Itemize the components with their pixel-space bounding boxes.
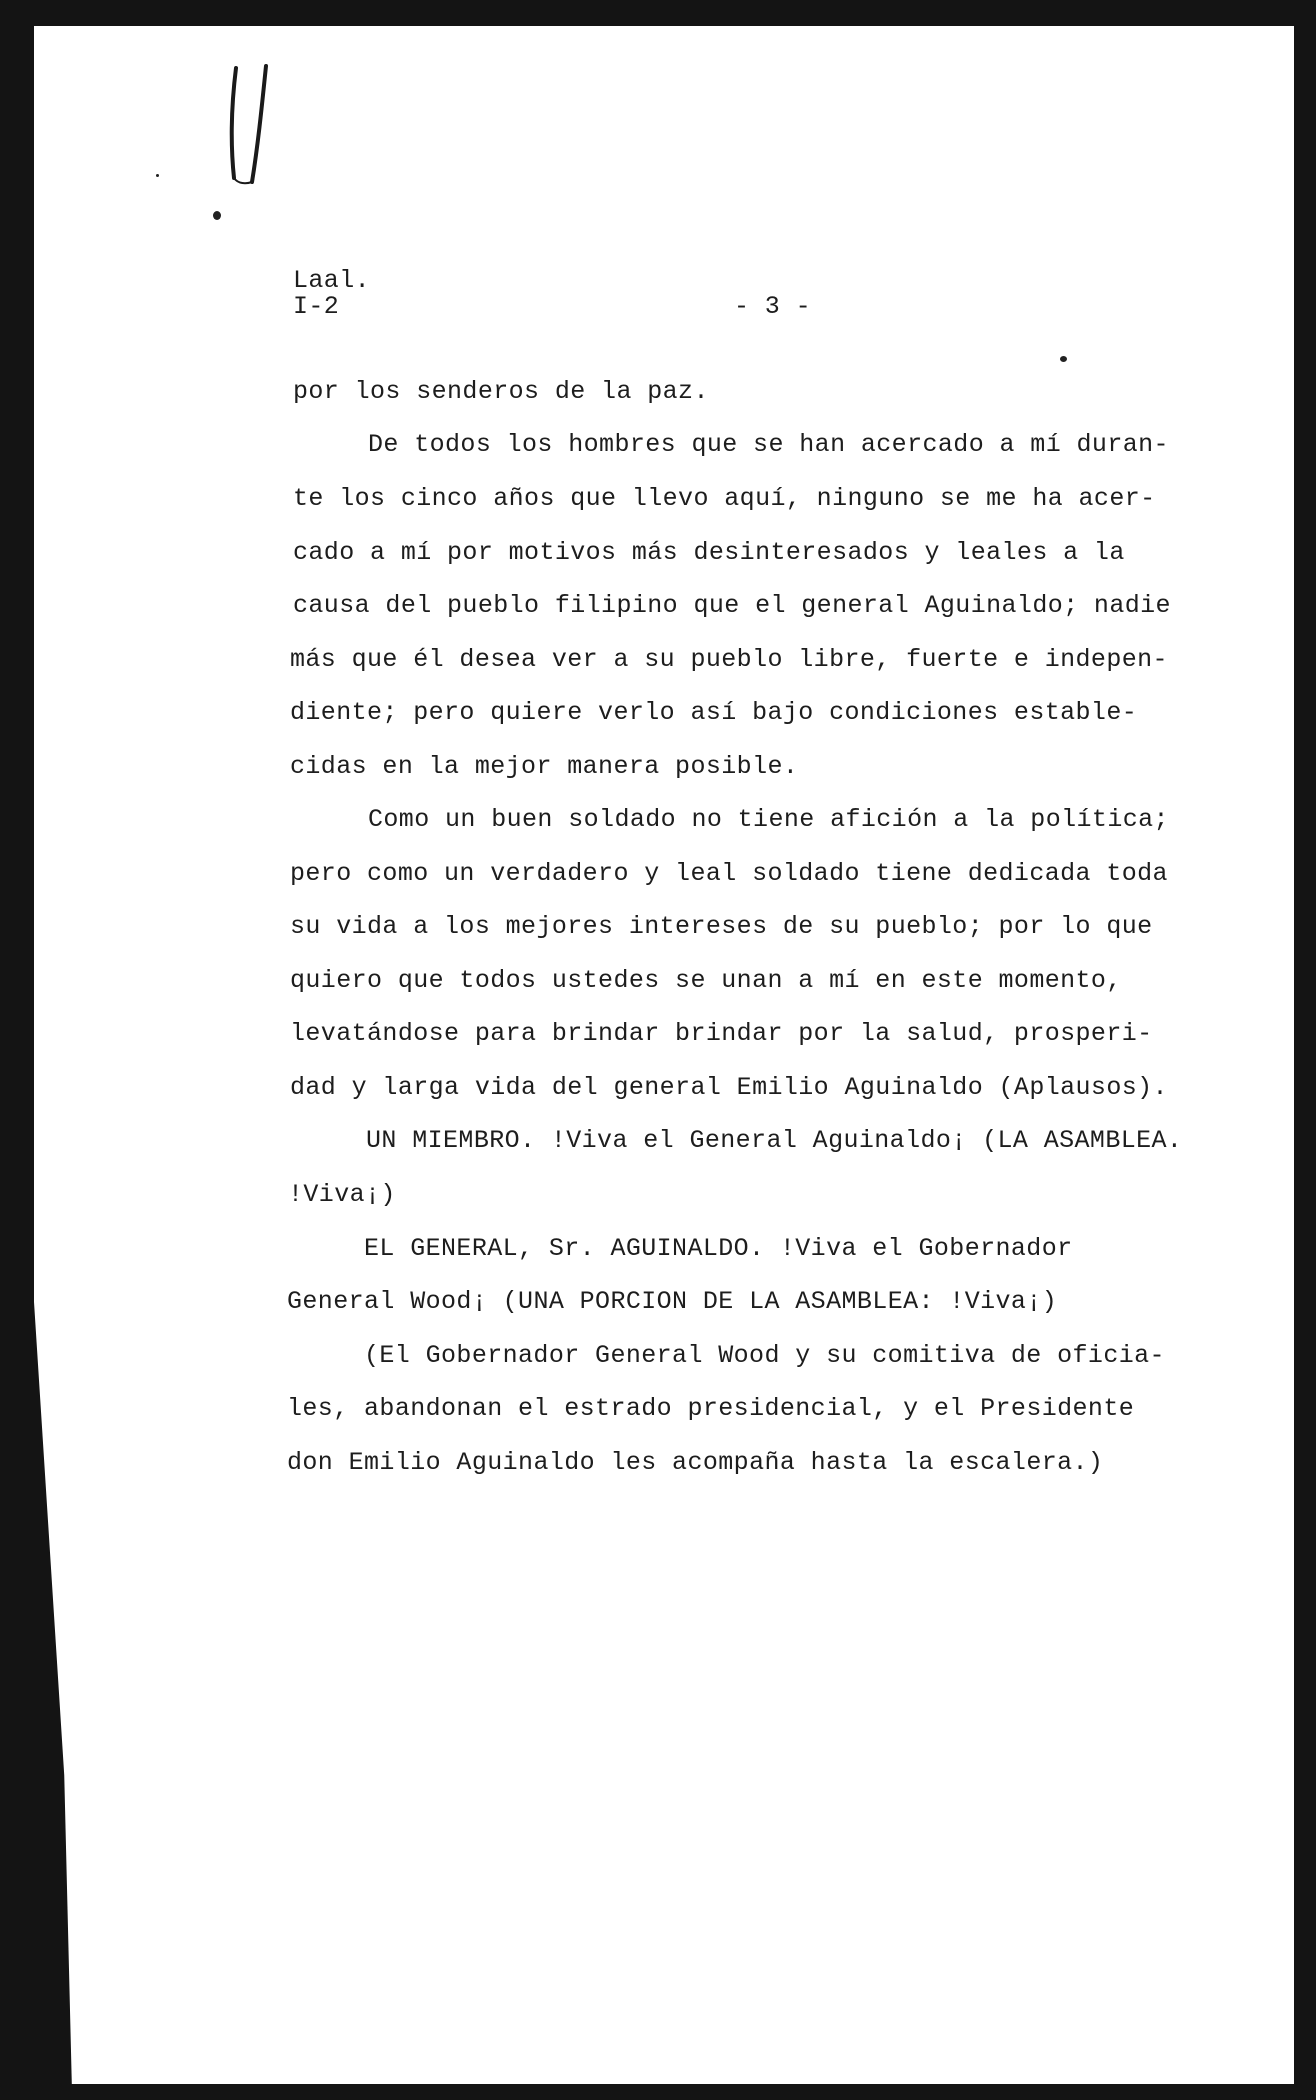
stage-direction-line: les, abandonan el estrado presidencial, y el Presidente bbox=[287, 1394, 1135, 1423]
body-line: causa del pueblo filipino que el general Aguinaldo; nadie bbox=[293, 591, 1171, 620]
ink-dot bbox=[1060, 356, 1067, 362]
stage-direction-line: (El Gobernador General Wood y su comitiva de oficia- bbox=[364, 1341, 1165, 1370]
speaker-line: UN MIEMBRO. !Viva el General Aguinaldo¡ (LA ASAMBLEA. bbox=[366, 1126, 1183, 1155]
body-line: dad y larga vida del general Emilio Aguinaldo (Aplausos). bbox=[290, 1073, 1168, 1102]
ink-dot bbox=[156, 174, 159, 177]
body-line: diente; pero quiere verlo así bajo condiciones estable- bbox=[290, 698, 1138, 727]
ink-dot bbox=[213, 211, 221, 220]
body-line: más que él desea ver a su pueblo libre, fuerte e indepen- bbox=[290, 645, 1168, 674]
body-line: por los senderos de la paz. bbox=[293, 377, 709, 406]
body-line: cidas en la mejor manera posible. bbox=[290, 752, 799, 781]
body-line: cado a mí por motivos más desinteresados y leales a la bbox=[293, 538, 1125, 567]
body-line: Como un buen soldado no tiene afición a la política; bbox=[368, 805, 1169, 834]
body-line: te los cinco años que llevo aquí, ninguno se me ha acer- bbox=[293, 484, 1156, 513]
body-line: De todos los hombres que se han acercado a mí duran- bbox=[368, 430, 1169, 459]
body-line: pero como un verdadero y leal soldado tiene dedicada toda bbox=[290, 859, 1168, 888]
body-line: levatándose para brindar brindar por la salud, prosperi- bbox=[290, 1019, 1153, 1048]
speaker-line: EL GENERAL, Sr. AGUINALDO. !Viva el Gobernador bbox=[364, 1234, 1073, 1263]
handwritten-mark bbox=[222, 60, 280, 190]
page-number: - 3 - bbox=[734, 292, 812, 321]
document-page bbox=[34, 26, 1294, 2084]
reference-line-1: Laal. bbox=[293, 266, 371, 295]
reference-line-2: I-2 bbox=[293, 292, 340, 321]
body-line: su vida a los mejores intereses de su pueblo; por lo que bbox=[290, 912, 1153, 941]
body-line: !Viva¡) bbox=[288, 1180, 396, 1209]
body-line: quiero que todos ustedes se unan a mí en este momento, bbox=[290, 966, 1122, 995]
body-line: General Wood¡ (UNA PORCION DE LA ASAMBLEA: !Viva¡) bbox=[287, 1287, 1058, 1316]
stage-direction-line: don Emilio Aguinaldo les acompaña hasta la escalera.) bbox=[287, 1448, 1104, 1477]
